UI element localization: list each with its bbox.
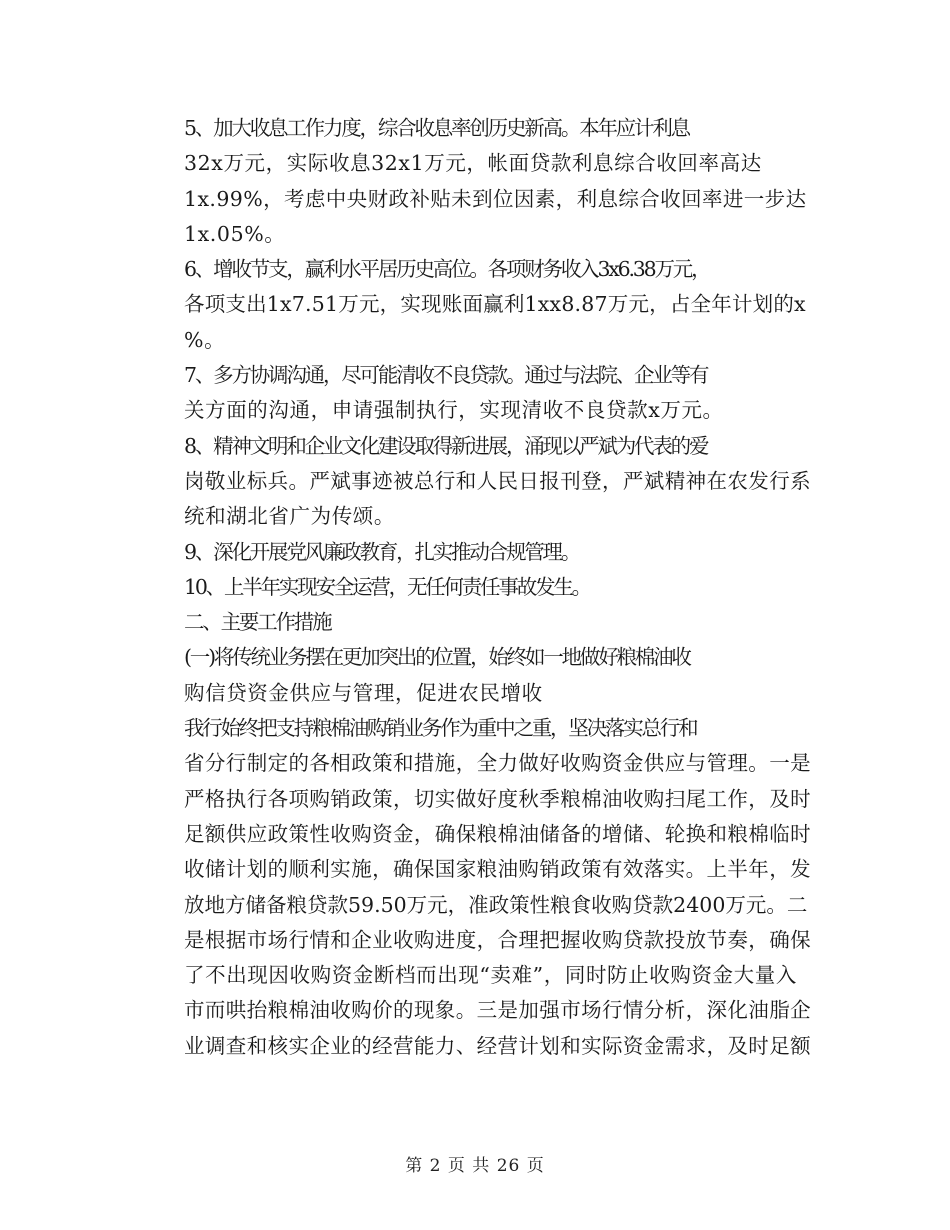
paragraph bbox=[143, 570, 811, 605]
text-line: 1x.99%，考虑中央财政补贴未到位因素，利息综合收回率进一步达 bbox=[184, 186, 807, 211]
paragraph bbox=[143, 429, 811, 535]
text-line: %。 bbox=[184, 327, 226, 352]
text-line: 8、精神文明和企业文化建设取得新进展，涌现以严斌为代表的爱 bbox=[184, 433, 708, 458]
paragraph bbox=[143, 711, 811, 1064]
text-line: 是根据市场行情和企业收购进度，合理把握收购贷款投放节奏，确保 bbox=[184, 927, 811, 952]
text-line: 足额供应政策性收购资金，确保粮棉油储备的增储、轮换和粮棉临时 bbox=[184, 821, 811, 846]
paragraph bbox=[143, 358, 811, 429]
text-line: 收储计划的顺利实施，确保国家粮油购销政策有效落实。上半年，发 bbox=[184, 857, 811, 882]
text-line: 二、主要工作措施 bbox=[184, 610, 331, 635]
page-number: 第 2 页 共 26 页 bbox=[405, 1156, 545, 1176]
text-line: 购信贷资金供应与管理，促进农民增收 bbox=[184, 680, 543, 705]
text-line: 了不出现因收购资金断档而出现“卖难”，同时防止收购资金大量入 bbox=[184, 963, 797, 988]
text-line: 业调查和核实企业的经营能力、经营计划和实际资金需求，及时足额 bbox=[184, 1033, 811, 1058]
text-line: 严格执行各项购销政策，切实做好度秋季粮棉油收购扫尾工作，及时 bbox=[184, 786, 811, 811]
text-line: 各项支出1x7.51万元，实现账面赢利1xx8.87万元，占全年计划的x bbox=[184, 292, 806, 317]
text-line: 7、多方协调沟通，尽可能清收不良贷款。通过与法院、企业等有 bbox=[184, 363, 708, 388]
text-line: 6、增收节支，赢利水平居历史高位。各项财务收入3x6.38万元， bbox=[184, 257, 710, 282]
text-line: (一)将传统业务摆在更加突出的位置，始终如一地做好粮棉油收 bbox=[184, 645, 690, 670]
text-line: 市而哄抬粮棉油收购价的现象。三是加强市场行情分析，深化油脂企 bbox=[184, 998, 811, 1023]
text-line: 统和湖北省广为传颂。 bbox=[184, 504, 395, 529]
paragraph bbox=[143, 640, 811, 711]
text-line: 5、加大收息工作力度，综合收息率创历史新高。本年应计利息 bbox=[184, 116, 689, 140]
text-line: 放地方储备粮贷款59.50万元，准政策性粮食收购贷款2400万元。二 bbox=[184, 892, 808, 917]
text-line: 岗敬业标兵。严斌事迹被总行和人民日报刊登，严斌精神在农发行系 bbox=[184, 468, 811, 493]
text-line: 关方面的沟通，申请强制执行，实现清收不良贷款x万元。 bbox=[184, 398, 724, 423]
text-line: 1x.05%。 bbox=[184, 221, 286, 246]
paragraph bbox=[143, 535, 811, 570]
text-line: 9、深化开展党风廉政教育，扎实推动合规管理。 bbox=[184, 539, 580, 564]
text-line: 32x万元，实际收息32x1万元，帐面贷款利息综合收回率高达 bbox=[184, 151, 762, 176]
paragraph bbox=[143, 111, 811, 252]
document-body bbox=[143, 111, 811, 1064]
paragraph bbox=[143, 605, 811, 640]
text-line: 省分行制定的各相政策和措施，全力做好收购资金供应与管理。一是 bbox=[184, 751, 811, 776]
text-line: 我行始终把支持粮棉油购销业务作为重中之重，坚决落实总行和 bbox=[184, 716, 697, 741]
text-line: 10、上半年实现安全运营，无任何责任事故发生。 bbox=[184, 574, 590, 599]
page-footer bbox=[0, 1151, 950, 1176]
paragraph bbox=[143, 252, 811, 358]
